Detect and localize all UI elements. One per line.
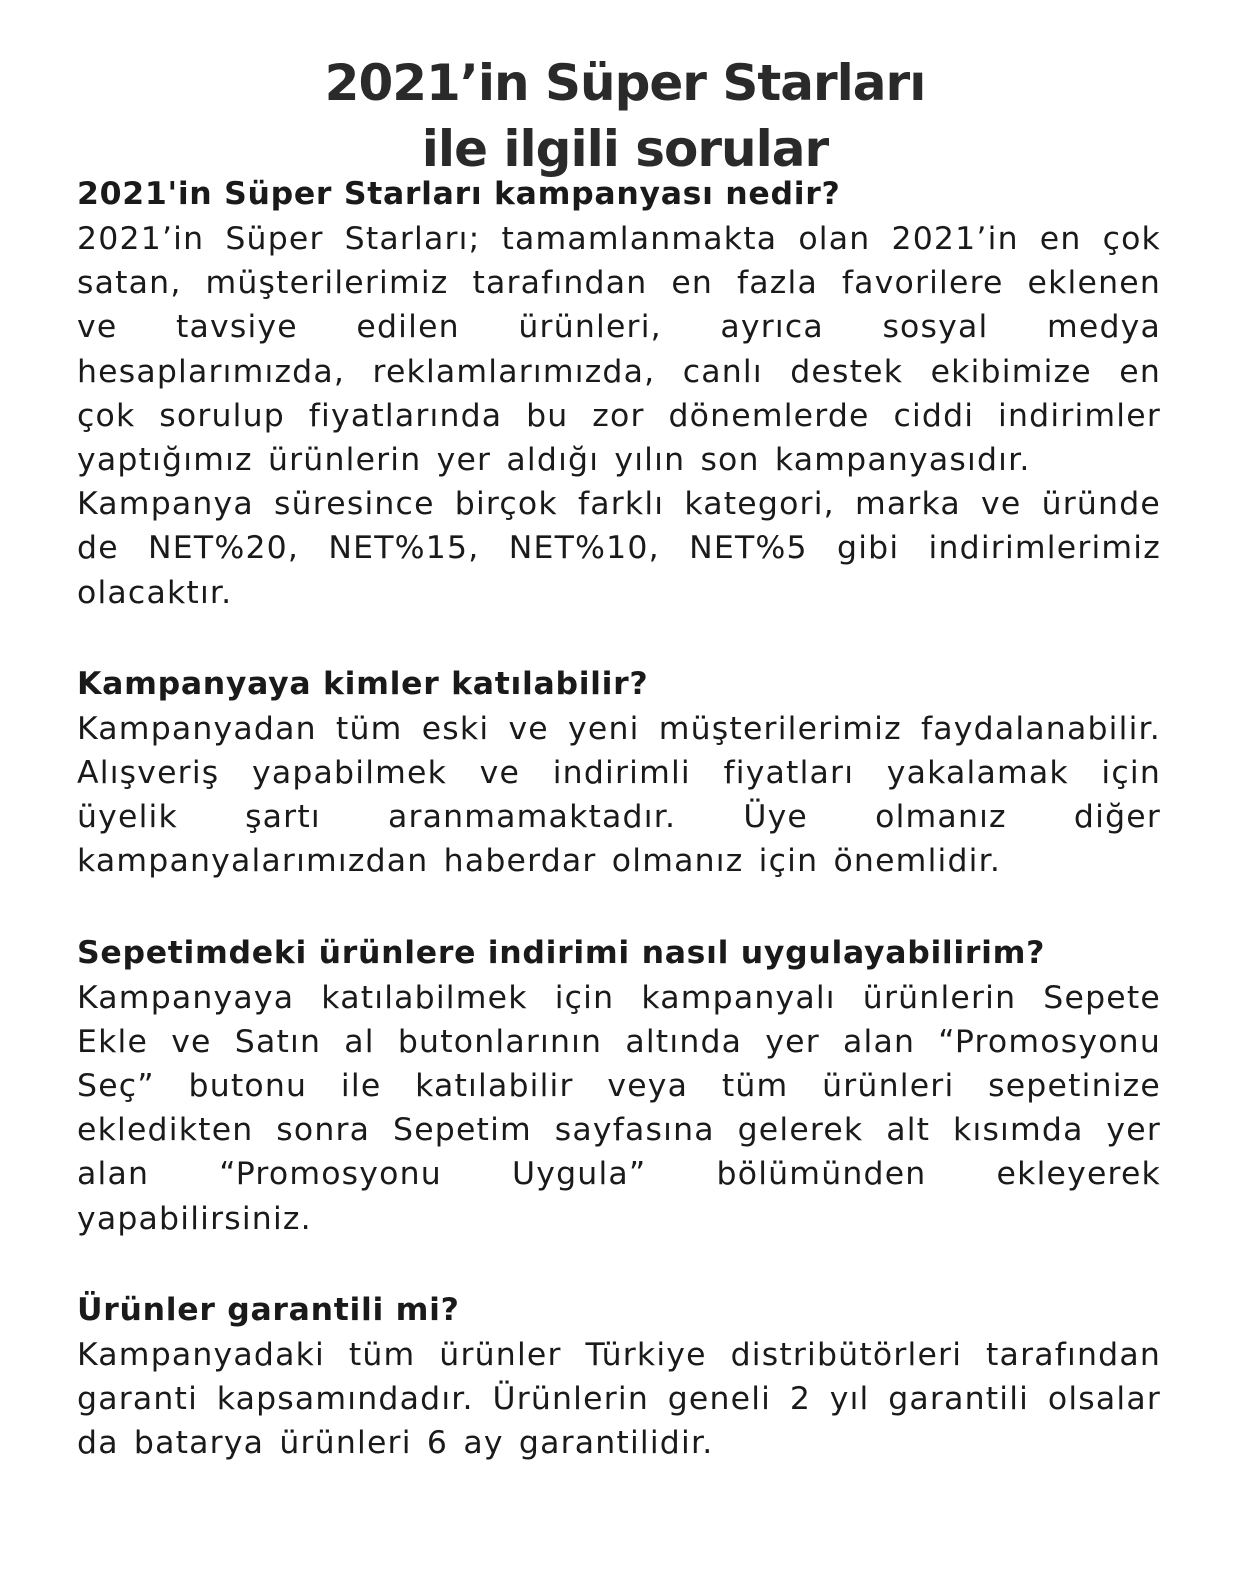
page-title xyxy=(0,50,1250,182)
faq-item-discount xyxy=(77,931,1161,1241)
faq-answer-paragraph: Kampanyadaki tüm ürünler Türkiye distribütörleri tarafından garanti kapsamındadır. Ürünlerin geneli 2 yıl garantili olsalar da batarya ürünleri 6 ay garantilidir. xyxy=(77,1336,1161,1462)
faq-item-campaign xyxy=(77,172,1161,615)
faq-answer-paragraph: Kampanyadan tüm eski ve yeni müşterilerimiz faydalanabilir. Alışveriş yapabilmek ve indirimli fiyatları yakalamak için üyelik şartı aranmamaktadır. Üye olmanız diğer kampanyalarımızdan haberdar olmanız için önemlidir. xyxy=(77,710,1161,880)
page-title-line-2: ile ilgili sorular xyxy=(421,119,829,178)
faq-question: Sepetimdeki ürünlere indirimi nasıl uygulayabilirim? xyxy=(77,934,1046,971)
faq-answer-paragraph: 2021’in Süper Starları; tamamlanmakta olan 2021’in en çok satan, müşterilerimiz tarafından en fazla favorilere eklenen ve tavsiye edilen ürünleri, ayrıca sosyal medya hesaplarımızda, reklamlarımızda, canlı destek ekibimize en çok sorulup fiyatlarında bu zor dönemlerde ciddi indirimler yaptığımız ürünlerin yer aldığı yılın son kampanyasıdır. xyxy=(77,221,1161,479)
faq-question: 2021'in Süper Starları kampanyası nedir? xyxy=(77,176,841,212)
faq-question: Ürünler garantili mi? xyxy=(77,1291,460,1328)
page-title-line-1: 2021’in Süper Starları xyxy=(324,53,926,112)
faq-list xyxy=(77,172,1161,1465)
faq-answer-paragraph: Kampanyaya katılabilmek için kampanyalı ürünlerin Sepete Ekle ve Satın al butonlarının altında yer alan “Promosyonu Seç” butonu ile katılabilir veya tüm ürünleri sepetinize ekledikten sonra Sepetim sayfasına gelerek alt kısımda yer alan “Promosyonu Uygula” bölümünden ekleyerek yapabilirsiniz. xyxy=(77,979,1161,1237)
faq-item-warranty xyxy=(77,1288,1161,1466)
faq-question: Kampanyaya kimler katılabilir? xyxy=(77,665,649,702)
faq-item-eligibility xyxy=(77,662,1161,884)
faq-answer-paragraph: Kampanya süresince birçok farklı kategori, marka ve üründe de NET%20, NET%15, NET%10, NET%5 gibi indirimlerimiz olacaktır. xyxy=(77,486,1161,611)
